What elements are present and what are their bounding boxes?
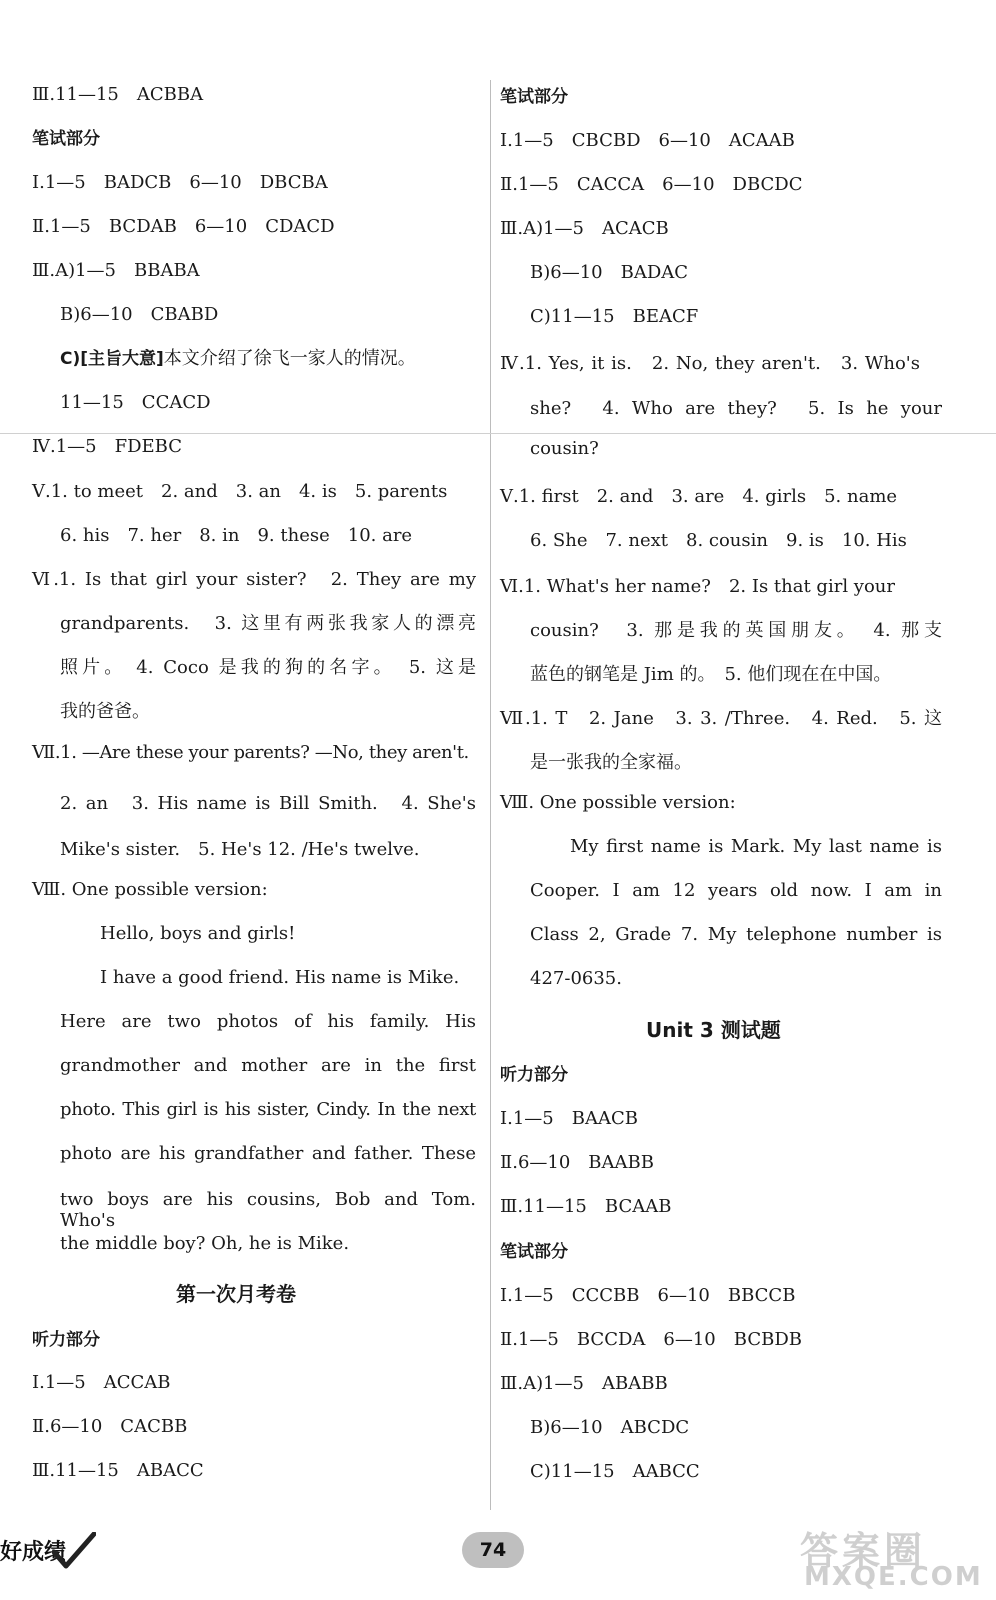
answer-line: Ⅱ.6—10 CACBB xyxy=(32,1416,188,1437)
answer-line: B)6—10 ABCDC xyxy=(530,1417,690,1438)
exam-title-unit3: Unit 3 测试题 xyxy=(646,1018,781,1042)
essay-line: I have a good friend. His name is Mike. xyxy=(100,967,460,988)
answer-line: Ⅲ.11—15 ACBBA xyxy=(32,84,204,105)
answer-line: 6. She 7. next 8. cousin 9. is 10. His xyxy=(530,530,907,551)
answer-line: Ⅰ.1—5 BAACB xyxy=(500,1108,638,1129)
answer-line: Ⅲ.11—15 BCAAB xyxy=(500,1196,672,1217)
exam-title-monthly: 第一次月考卷 xyxy=(176,1282,296,1306)
main-idea-tag: C)[主旨大意] xyxy=(60,349,164,369)
answer-line: Ⅱ.6—10 BAABB xyxy=(500,1152,654,1173)
answer-line: Ⅰ.1—5 BADCB 6—10 DBCBA xyxy=(32,172,328,193)
answer-line: Ⅰ.1—5 ACCAB xyxy=(32,1372,171,1393)
answer-line: C)11—15 BEACF xyxy=(530,306,699,327)
essay-line: Hello, boys and girls! xyxy=(100,923,296,944)
answer-line: C)11—15 AABCC xyxy=(530,1461,700,1482)
answer-line: B)6—10 CBABD xyxy=(60,304,219,325)
answer-line: 我的爸爸。 xyxy=(60,701,150,722)
brand-label: 好成绩 xyxy=(0,1540,67,1565)
essay-line: photo are his grandfather and father. These xyxy=(60,1143,476,1164)
answer-line: Ⅵ.1. What's her name? 2. Is that girl your xyxy=(500,576,895,597)
answer-line: Ⅲ.11—15 ABACC xyxy=(32,1460,204,1481)
answer-line: she? 4. Who are they? 5. Is he your xyxy=(530,398,942,419)
essay-line: Class 2, Grade 7. My telephone number is xyxy=(530,924,942,945)
answer-line: Ⅳ.1—5 FDEBC xyxy=(32,436,183,457)
answer-line: B)6—10 BADAC xyxy=(530,262,689,283)
watermark-logo xyxy=(800,1520,983,1596)
answer-line: Ⅱ.1—5 CACCA 6—10 DBCDC xyxy=(500,174,803,195)
essay-line: photo. This girl is his sister, Cindy. In the next xyxy=(60,1099,476,1120)
essay-line: Here are two photos of his family. His xyxy=(60,1011,476,1032)
section-heading-written: 笔试部分 xyxy=(500,1242,568,1262)
answer-line: Ⅰ.1—5 CCCBB 6—10 BBCCB xyxy=(500,1285,796,1306)
answer-line xyxy=(60,344,416,370)
essay-line: Cooper. I am 12 years old now. I am in xyxy=(530,880,942,901)
answer-line: 蓝色的钢笔是 Jim 的。 5. 他们现在在中国。 xyxy=(530,664,892,685)
section-heading-listening: 听力部分 xyxy=(32,1330,100,1350)
answer-line: 11—15 CCACD xyxy=(60,392,211,413)
essay-line: grandmother and mother are in the first xyxy=(60,1055,476,1076)
checkmark-icon xyxy=(52,1532,96,1572)
answer-line: Ⅵ.1. Is that girl your sister? 2. They are my xyxy=(32,569,476,590)
answer-line: Ⅷ. One possible version: xyxy=(500,792,736,813)
page-number-badge: 74 xyxy=(462,1532,524,1568)
section-heading-written: 笔试部分 xyxy=(500,87,568,107)
section-heading-listening: 听力部分 xyxy=(500,1065,568,1085)
answer-line: Ⅴ.1. to meet 2. and 3. an 4. is 5. parents xyxy=(32,481,448,502)
answer-line: Ⅱ.1—5 BCCDA 6—10 BCBDB xyxy=(500,1329,802,1350)
answer-line: Ⅳ.1. Yes, it is. 2. No, they aren't. 3. Who's xyxy=(500,353,920,374)
essay-line: the middle boy? Oh, he is Mike. xyxy=(60,1233,350,1254)
answer-line: Ⅲ.A)1—5 ACACB xyxy=(500,218,669,239)
watermark-domain: MXQE.COM xyxy=(804,1562,983,1592)
answer-line: Ⅱ.1—5 BCDAB 6—10 CDACD xyxy=(32,216,335,237)
essay-line: 427-0635. xyxy=(530,968,622,989)
answer-line: Ⅲ.A)1—5 BBABA xyxy=(32,260,200,281)
essay-line: My first name is Mark. My last name is xyxy=(570,836,942,857)
answer-line: 6. his 7. her 8. in 9. these 10. are xyxy=(60,525,413,546)
answer-line: cousin? xyxy=(530,438,599,459)
answer-line: Ⅶ.1. —Are these your parents? —No, they aren't. xyxy=(32,742,469,763)
section-heading-written: 笔试部分 xyxy=(32,129,100,149)
answer-line: 照片。 4. Coco 是我的狗的名字。 5. 这是 xyxy=(60,657,476,678)
main-idea-text: 本文介绍了徐飞一家人的情况。 xyxy=(163,348,416,369)
answer-line: Ⅰ.1—5 CBCBD 6—10 ACAAB xyxy=(500,130,795,151)
answer-line: Mike's sister. 5. He's 12. /He's twelve. xyxy=(60,839,420,860)
essay-line: two boys are his cousins, Bob and Tom. Who's xyxy=(60,1189,476,1231)
column-divider xyxy=(490,80,491,1510)
answer-line: Ⅷ. One possible version: xyxy=(32,879,268,900)
answer-line: Ⅶ.1. T 2. Jane 3. 3. /Three. 4. Red. 5. 这 xyxy=(500,708,942,729)
answer-line: cousin? 3. 那是我的英国朋友。 4. 那支 xyxy=(530,620,942,641)
answer-line: Ⅲ.A)1—5 ABABB xyxy=(500,1373,668,1394)
answer-line: Ⅴ.1. first 2. and 3. are 4. girls 5. name xyxy=(500,486,898,507)
watermark-chinese: 答案圈 xyxy=(800,1529,927,1573)
answer-line: 2. an 3. His name is Bill Smith. 4. She's xyxy=(60,793,476,814)
answer-line: 是一张我的全家福。 xyxy=(530,752,692,773)
answer-line: grandparents. 3. 这里有两张我家人的漂亮 xyxy=(60,613,476,634)
